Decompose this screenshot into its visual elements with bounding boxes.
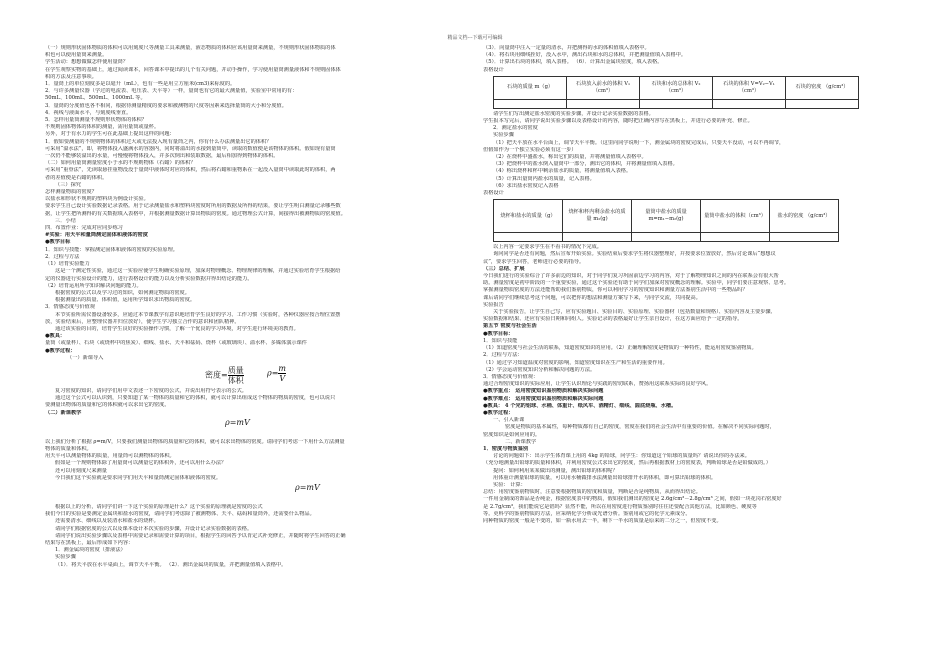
right-text-block-2 (483, 111, 895, 197)
right-text-block-3 (483, 244, 895, 525)
text-line: （一）规则形状固体物质的体积可以用刻度尺等测量工具来测量，液态物质的体积应该用量筒来测量，不规则形状固体物质的体 (45, 45, 336, 51)
text-line: （4）．将石块用细线拴好，没入水中，测出石块和水的总体积，并把测量值填入表格中。 (483, 52, 687, 59)
page-header: 精品文档---下载可可编辑 (447, 35, 503, 41)
text-line: 积的方法及注意事项。 (45, 73, 97, 80)
text-line: 询问同学是否还有问题，然后宣布开始实验。实验结束后要求学生将仪器整理好，并按要求位置放好，然后讨论课后“想想议 (493, 251, 776, 258)
text-line: 1．测金属块的密度（排液法） (55, 547, 126, 554)
density-symbol-formula: ρ= $\frac{m}{V}$ (267, 363, 286, 383)
text-line: 根据以上的分析，请同学们讲一下这个实验的原理是什么？这个实验的原理就是密度的公式 (55, 503, 263, 510)
text-line: （2）学会运动密度知识分析和解决问题的方法。 (483, 366, 596, 373)
text-line: ●教学难点： 运用密度知识鉴别物质和解决实际问题 (483, 395, 604, 402)
text-line: 实验步骤 (55, 554, 76, 561)
text-line: 这是一个测定性实验，通过这一实验应使学生明确实验原理，加深对物理概念、物理规律的理解，并通过实验培育学生根据给 (55, 268, 341, 275)
text-line: （充分地测量出铅球的质量和体积，并利用密度公式求出它的密度，然后再根据教材上的密度表，判断铅球是否是铅做成的。） (483, 460, 771, 467)
volume-symbol: V (314, 482, 320, 492)
left-column (45, 45, 457, 569)
text-line: 积也可以使用量筒来测量。 (45, 52, 108, 59)
right-column (483, 45, 895, 525)
text-line: 我们今日的实验是要测定金属块和盐水的密度，请同学们考虑除了被测物体、天平、砝码和量筒外，还需要什么物品。 (45, 511, 315, 518)
table-empty-cell (701, 233, 770, 242)
text-line: 四．布置作业：完成对应同步练习 (45, 225, 123, 232)
rho-symbol: ρ (225, 417, 230, 427)
text-line: 讨论的问题如下：出示学生体育课上用的 4kg 的铅球，问学生：你知道这个铅球的质量吗？请说出你的办法来。 (493, 453, 750, 460)
table-header-cell: 烧杯和盐水的质量（g） (494, 200, 563, 233)
text-line: 结果写在黑板上，最后形成如下内容： (45, 539, 134, 546)
text-line: ●教学目标： (483, 330, 514, 337)
text-line: 根据密度的公式以及学习过的知识，如何测定物质的密度。 (55, 289, 190, 296)
table-empty-cell (494, 99, 567, 108)
text-line: 第五节 密度与社会生活 (483, 323, 537, 330)
text-line: 学生活动：想想做做怎样使用量筒？ (45, 59, 129, 66)
text-line: 假如是一个规则物体除了用量筒可以测量它的体积外，还可以用什么办法？ (55, 460, 227, 467)
left-text-block-1 (45, 45, 457, 362)
text-line: 通过这个公式可以认识到，只要知道了某一物体的质量和它的体积，就可以计算出组成这个物体的物质的密度，也可以说只 (55, 395, 336, 402)
table-header-cell: 石块的质量 m（g） (494, 76, 567, 99)
left-text-block-3 (45, 439, 457, 482)
text-line: 3．情感态度与价值观 (45, 304, 95, 311)
table-empty-cell (494, 233, 563, 242)
text-line: 通过该实验的目的，培育学生良好的实验操作习惯，了解一个优良的学习环境，对学生进行环境美的教育。 (55, 325, 299, 332)
text-line: 要测量出物体的质量和它的体积就可以求出它的密度。 (45, 402, 170, 409)
volume-symbol: V (279, 373, 286, 383)
formula-denominator: 体积 (227, 375, 244, 385)
density-formula-3: ρ=mV (295, 482, 320, 492)
text-line: 1．量筒上的单位刻度多是以毫升（mL），也有一些是用立方厘米(cm3)来标度的。 (45, 81, 236, 88)
text-line: （一）新课导入 (67, 354, 104, 361)
text-line: 学生报本写完后，请同学说出实验步骤以及表格设计的内容，随时把正确内容写在黑板上，并进行必要的补充、修正。 (483, 118, 753, 125)
text-line: 请学生们写出测定盐水密度的实验步骤，并设计记录实验数据的表格。 (493, 110, 654, 117)
text-line: 二、新课教学 (505, 438, 537, 445)
text-line: 等。更科学的鉴别物质的方法，应采纳化学分析或光谱分析。鉴别用或它的化学元素成分。 (483, 510, 691, 517)
table-empty-cell (563, 233, 632, 242)
text-line: （三）总结、扩展 (483, 265, 525, 272)
text-line: 实验步骤 (493, 132, 514, 139)
text-line: 表格设计 (483, 66, 504, 73)
text-line: ●教学目标 (45, 239, 71, 246)
text-line: 关于实验报告，让学生自己写，应有实验题目、实验目的、实验原理、实验器材（包括数量和规格）、实验内容及主要步骤、 (493, 309, 776, 316)
text-line: 可采用“重垂法”，先读取悬挂重物没没于量筒中液体时对应的体积，然后将石蜡和重物系在一起没入量筒中读取此时的体积，两 (45, 167, 336, 174)
text-line: 1．知识与技能：掌握测定固体和液体的密度的实验原理。 (45, 246, 178, 253)
text-line: 4．视线与液面水平，与刻度线垂直。 (45, 109, 132, 116)
text-line: 2．过程与方法 (45, 253, 80, 260)
text-line: （5）计算出量筒内盐水的质量，记入表格。 (493, 175, 595, 182)
text-line: 议”，要求学生回答，老师进行必要的指导。 (483, 258, 585, 265)
saltwater-density-table (493, 199, 839, 242)
text-line: 3．情感态度与价值观： (483, 373, 539, 380)
table-header-cell: 石块的体积 V=V₂−V₁（cm³） (713, 76, 786, 99)
text-line: （1）培育实验能力 (45, 261, 90, 268)
text-line: 请同学们根据密度的公式以及课本设计本次实验的步骤，并设计记录实验数据的表格。 (55, 525, 253, 532)
text-line: 总结：用密度鉴别物质时，注意要根据物质的密度和质量，判断是否是纯物质，从而得出结论。 (483, 489, 701, 496)
text-line: 怎样测量物质的密度？ (45, 189, 97, 196)
text-line: （二）如何用量筒测量密度小于水的不规则物体（石蜡）的体积？ (45, 160, 196, 167)
table-empty-cell (713, 99, 786, 108)
table-empty-cell (786, 99, 859, 108)
text-line: 用天平可以测量物体的质量，用量筒可以测物体的体积。 (45, 453, 175, 460)
table-header-cell: 量筒中盐水的质量 m=m₁−m₂(g) (632, 200, 701, 233)
table-header-cell: 量筒中盐水的体积（cm³） (701, 200, 770, 233)
text-line: 3．量筒的分度值也各不相同，根据待测量精度的要求和被测物的尺度等因素来选择量筒的大小和分度值。 (45, 102, 287, 109)
table-empty-cell (640, 99, 713, 108)
table-empty-cell (632, 233, 701, 242)
table-header-cell: 烧杯和杯内剩余盐水的质量 m₂(g) (563, 200, 632, 233)
text-line: 以上内容一定要求学生在不看书的情况下完成。 (493, 244, 602, 251)
formula-equals: = (221, 370, 228, 380)
volume-symbol: V (244, 417, 250, 427)
text-line: 课后请同学们继续思考这个问题，可以把你的想法和测量方案写下来，与同学交流，共同提高。 (483, 294, 701, 301)
text-line: 2．过程与方法： (483, 352, 523, 359)
text-line: 另外，对于有水力的学生可在此基础上提出这样的问题： (45, 131, 175, 138)
text-line: （1）知道密度与社会生活的联系，知道密度知识的应用。（2）正确理解密度是物质的一种特性，能运用密度鉴别物质。 (483, 345, 757, 352)
text-line: 根据测量出的质量、体积值，运用所学知识求出物质的密度。 (55, 297, 196, 304)
text-line: 量筒（或量杯）、石块（或烧杯中的焦炭）、细线、盐水、天平和砝码、烧杯（或玻璃块）、溢水杯、多媒体演示课件 (45, 340, 307, 347)
table-empty-cell (567, 99, 640, 108)
text-line: （2）培育运用所学知识解决问题的能力。 (45, 282, 142, 289)
text-line: 掌握测量物质密度的方法还能帮助我们鉴别物质，你可以利用学习的密度知识和测量方法鉴别生活中的一些物品吗？ (483, 287, 748, 294)
text-line: 1．密度与物质鉴别 (483, 445, 529, 452)
text-line: 复习密度的知识，请同学们用中文表述一下密度的公式，并说出用符号表示的公式。 (55, 387, 247, 394)
text-line: 据，让学生把所测得的有关数据填入表格中，并根据测量数据计算出物质的密度。通过物理公式计算，间接得出被测物质的密度值。 (45, 210, 346, 217)
text-line: 但假如作为一个独立实验必须有这一步） (483, 146, 577, 153)
text-line: ●教具： 4 个完的铝球、水桶、体重计、纸风车、酒精灯、细线、圆底烧瓶、水槽。 (483, 402, 677, 409)
text-line: （5）．计算出石块的体积，填入表格。 （6）．计算出金属块密度，填入表格。 (483, 59, 663, 66)
text-line: 表格设计 (483, 190, 504, 197)
text-line: 以上我们分析了根据 ρ=m/V，只要我们测量出物体的质量和它的体积，就可以求出物体的密度。请同学们考虑一下用什么方法测量 (45, 438, 345, 445)
text-line: （6）求出盐水密度记入表格 (493, 182, 559, 189)
text-line: ●教学重点： 运用密度知识鉴别物质和解决实际问题 (483, 388, 604, 395)
text-line: 通过合理密度知识的实际应用，让学生认识理论与实践的密切联系，赞扬用这联系实际的良好学风。 (483, 381, 712, 388)
text-line: （3）把烧杯中的盐水倒入量筒中一部分，测出它的体积，并将测量值填入表格。 (493, 161, 678, 168)
mass-symbol: m (306, 482, 314, 492)
table-header-cell: 石块和水的总体积 V₂（cm³） (640, 76, 713, 99)
text-line: 2．与许多测量仪器（学过的电流表、电压表、天平等）一样，量筒也有它的最大测量值，实验室中常用的有： (45, 88, 298, 95)
text-line: 可采用“溢水法”，即，将物体投入盛满水的容器内，同时将溢出的水接到量筒中，读取的数值便是该物体的体积。假如现有量筒 (45, 145, 336, 152)
text-line: 提问：如何利用某某做出的测量，测出铅球的体积呢？ (493, 467, 618, 474)
text-line: （三）探究 (55, 181, 81, 188)
text-line: 一次仍不能够装溢出的水量，可慢慢将物体投入，并多次倒出和装取数据，最后相加得到物体的体积。 (45, 153, 279, 160)
table-header-cell: 石块的密度 （g/cm³） (786, 76, 859, 99)
mass-symbol: m (278, 363, 286, 373)
text-line: 定的仪器进行实验设计的能力，进行表格设计的能力以及分析实验数据并得出结论的能力。 (45, 275, 253, 282)
text-line: ●教学过程： (45, 347, 76, 354)
text-line: 实验： 计算： (493, 481, 526, 488)
table-header-cell: 盐水的密度 （g/cm³） (770, 200, 839, 233)
formula-density-label: 密度 (205, 370, 221, 380)
text-line: 50mL、100mL、500mL、1000mL 等。 (45, 95, 146, 102)
table-header-cell: 石块放入前水的体积 V₁（cm³） (567, 76, 640, 99)
text-line: 一、引入新课 (493, 417, 525, 424)
text-line: 1．知识与技能 (483, 337, 518, 344)
text-line: ●教学过程： (483, 409, 514, 416)
table-row (494, 233, 839, 242)
text-line: 在学生观察实物的基础上，通过阅读课本，回答课本中提出的几个有关问题，并动手操作，学习使用量筒测量液体和不规则固体体 (45, 66, 341, 73)
text-line: （2）在烧杯中盛盐水，称出它们的质量，并将测量值填入表格中。 (493, 154, 647, 161)
text-line: #实验：用天平和量筒测定固体和液体的密度 (45, 232, 148, 239)
text-line: （1）．将天平放在水平桌面上，调节天平平衡。 （2）．测出金属块的质量，并把测量值填入表格中。 (55, 561, 287, 568)
table-empty-cell (770, 233, 839, 242)
right-text-block-1 (483, 45, 895, 74)
text-line: 实验报告 (483, 301, 504, 308)
left-text-block-4 (45, 504, 457, 569)
formula-fraction (228, 366, 244, 385)
text-line: 今日我们进行的实验综合了许多前边的知识，对于同学们复习巩固前边学习的内容，对于了解物理知识之间的内在联系会有很大帮 (483, 273, 779, 280)
density-formula (45, 362, 457, 388)
text-line: 者的差值便是石蜡的体积。 (45, 174, 108, 181)
table-row (494, 76, 859, 99)
text-line: 2．测定盐水的密度 (493, 125, 538, 132)
density-formula-2: ρ=mV (225, 417, 250, 427)
table-row (494, 200, 839, 233)
text-line: （3）．向量筒中注入一定量的清水，并把测得的水的体积值填入表格中。 (483, 45, 650, 51)
text-line: 实验数据和结果、还应有实验日期和同组人。实验记录的表格最好让学生亲自设计，在这方面应给予一定的指导。 (483, 316, 743, 323)
rho-symbol: ρ (295, 482, 300, 492)
table-row (494, 99, 859, 108)
stone-density-table (493, 76, 859, 109)
text-line: 用体重计测量铅球的质量，可以用水桶做排水法测量出铅球排开水的体积，即可算出铅球的体积。 (493, 474, 717, 481)
text-line: 要求学生自己设计实验数据记录表格。用于记录测量盐水和塑料块密度时所用的数据及所得的结果，要让学生明白测量记录哪些数 (45, 203, 341, 210)
text-line: 今日我们这个实验就是要求同学们用天平和量筒测定固体和液体的密度。 (55, 474, 222, 481)
text-line: （1）通过学习知道温度对密度的影响，知道密度知识在生产和生活的重要作用。 (483, 359, 668, 366)
text-line: 三．小结 (55, 217, 76, 224)
text-line: 1．假如要测量的不规则物体的体积过大或无法投入现有量筒之内，你有什么办法测量出它的体积？ (45, 138, 272, 145)
formula-numerator: 质量 (227, 365, 244, 375)
text-line: ●教具： (45, 333, 66, 340)
left-text-block-2 (45, 388, 457, 417)
text-line: 请同学们说出实验步骤以及表格中需要记录和需要计算的项目，根据学生的回答予以肯定式补充修正，并随时将学生回答的正确 (55, 532, 346, 539)
text-line: （二）新课教学 (45, 409, 82, 416)
text-line: 物体的质量和体积。 (45, 445, 92, 452)
text-line: 放，实验结束后，应整理仪器并归位放好），使学生学习独立合作的意识和团队精神。 (45, 318, 240, 325)
text-line: 本节实验所需仪器设备较多，应通过本节课教学有意识地培育学生良好的学习、工作习惯（实验时，各种仪器应按合理位置摆 (55, 311, 341, 318)
rho-symbol: ρ (267, 368, 272, 378)
text-line: 助。测量密度是初中阶段的一个重要实验，通过这个实验还有助于同学们加深对密度概念的理解。实验中，同学们要注意观察、思考。 (483, 280, 790, 287)
text-line: 一件用金制成的饰品是否纯金，根据密度表中的物质，假如我们测出的密度是 2.6g/cm³－2.8g/cm³ 之间，假如一块花岗石密度好 (483, 496, 782, 503)
text-line: 密度是物质的基本属性，每种物质都有自己的密度，密度在我们的社会生活中有重要的价值。在解决不同实际问题时， (505, 424, 775, 431)
text-line: （4）称出烧杯和杯中剩余盐水的质量，将测量值填入表格。 (493, 168, 632, 175)
text-line: 5．怎样用量筒测量不规则形状物体的体积？ (45, 117, 147, 124)
mass-symbol: m (236, 417, 244, 427)
text-line: 密度知识是如何应用的。 (483, 431, 541, 438)
text-line: 不规则固体物体的体积的测量，需用量筒或量杯。 (45, 124, 160, 131)
text-line: 是 2.7g/cm³，我们能说它是铝吗？显然不能，所以在用密度进行物质鉴别时往往还要配合其他方法，比如颜色、硬度等 (483, 503, 757, 510)
text-line: 以盐水和形状不规则的塑料块为例设计实验。 (45, 196, 149, 203)
text-line: 同种物质的密度一般是不变的，如一瓶水用去一半，剩下一半水的质量是原来的二分之一，但密度不变。 (483, 517, 722, 524)
text-line: 还需要清水、细线以及装清水和盐水的烧杯。 (55, 518, 159, 525)
text-line: （1）把天平放在水平台面上，调节天平平衡。（这里向同学说明一下，测金属块的密度完成后，只要天平没动，可以不再调节， (493, 139, 785, 146)
text-line: 还可以用刻度尺来测量 (55, 467, 107, 474)
